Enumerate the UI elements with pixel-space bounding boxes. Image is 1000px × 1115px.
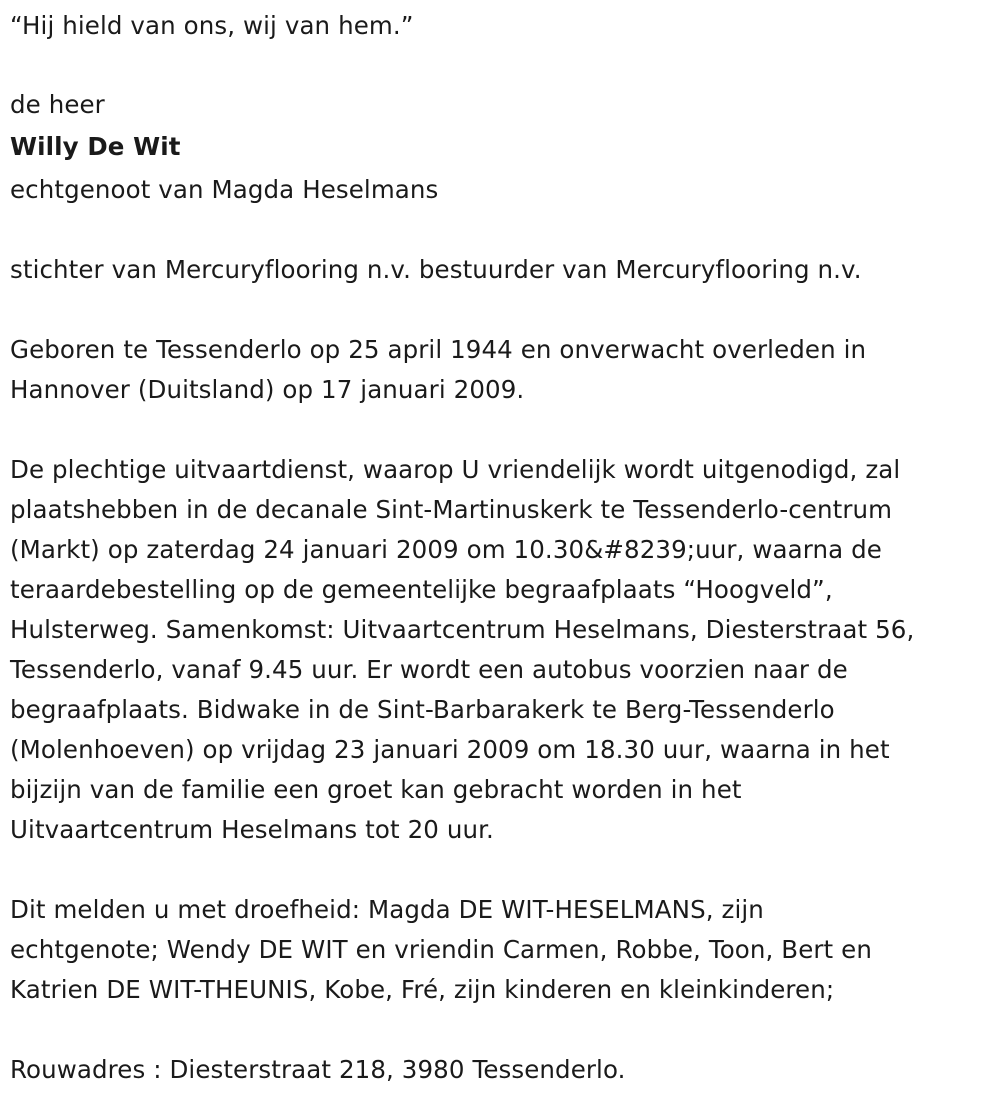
salutation: de heer <box>10 90 105 119</box>
spacer <box>10 850 990 890</box>
birth-line: Geboren te Tessenderlo op 25 april 1944 en onverwacht overleden in <box>10 335 867 364</box>
quote-line: “Hij hield van ons, wij van hem.” <box>10 11 414 40</box>
service-line: (Markt) op zaterdag 24 januari 2009 om 10.30&#8239;uur, waarna de <box>10 535 882 564</box>
spacer <box>10 46 990 86</box>
service-line: (Molenhoeven) op vrijdag 23 januari 2009 om 18.30 uur, waarna in het <box>10 735 890 764</box>
obituary-document <box>10 6 990 1090</box>
address-line: Rouwadres : Diesterstraat 218, 3980 Tessenderlo. <box>10 1055 626 1084</box>
family-line: Katrien DE WIT-THEUNIS, Kobe, Fré, zijn kinderen en kleinkinderen; <box>10 975 835 1004</box>
service-line: Uitvaartcentrum Heselmans tot 20 uur. <box>10 815 494 844</box>
family-line: echtgenote; Wendy DE WIT en vriendin Carmen, Robbe, Toon, Bert en <box>10 935 872 964</box>
spacer <box>10 1010 990 1050</box>
family-paragraph <box>10 890 990 1010</box>
service-line: Tessenderlo, vanaf 9.45 uur. Er wordt een autobus voorzien naar de <box>10 655 848 684</box>
service-line: bijzijn van de familie een groet kan gebracht worden in het <box>10 775 742 804</box>
spacer <box>10 410 990 450</box>
spouse-line: echtgenoot van Magda Heselmans <box>10 175 439 204</box>
deceased-name: Willy De Wit <box>10 132 181 161</box>
roles-line: stichter van Mercuryflooring n.v. bestuurder van Mercuryflooring n.v. <box>10 255 862 284</box>
service-line: plaatshebben in de decanale Sint-Martinuskerk te Tessenderlo-centrum <box>10 495 893 524</box>
birth-line: Hannover (Duitsland) op 17 januari 2009. <box>10 375 525 404</box>
service-line: teraardebestelling op de gemeentelijke begraafplaats “Hoogveld”, <box>10 575 833 604</box>
service-line: De plechtige uitvaartdienst, waarop U vriendelijk wordt uitgenodigd, zal <box>10 455 901 484</box>
service-line: begraafplaats. Bidwake in de Sint-Barbarakerk te Berg-Tessenderlo <box>10 695 835 724</box>
spacer <box>10 210 990 250</box>
service-line: Hulsterweg. Samenkomst: Uitvaartcentrum Heselmans, Diesterstraat 56, <box>10 615 915 644</box>
spacer <box>10 290 990 330</box>
service-paragraph <box>10 450 990 850</box>
birth-paragraph <box>10 330 990 410</box>
family-line: Dit melden u met droefheid: Magda DE WIT-HESELMANS, zijn <box>10 895 764 924</box>
